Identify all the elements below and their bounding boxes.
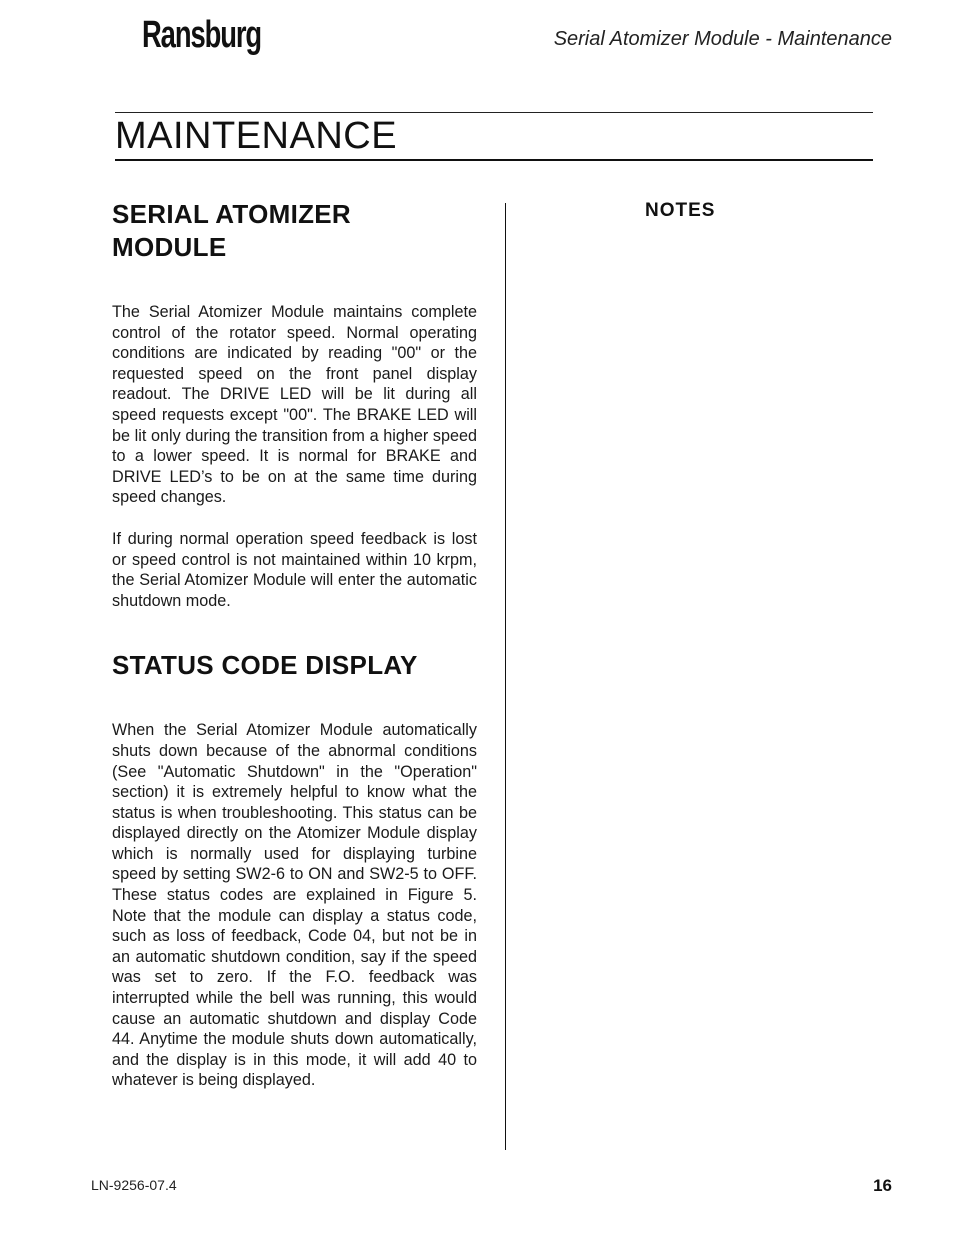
brand-logo: Ransburg bbox=[142, 14, 262, 56]
footer-doc-number: LN-9256-07.4 bbox=[91, 1177, 177, 1193]
page-title: MAINTENANCE bbox=[115, 115, 398, 157]
heading-line: SERIAL ATOMIZER bbox=[112, 199, 351, 229]
serial-atomizer-paragraph-2: If during normal operation speed feedback is lost or speed control is not maintained within 10 krpm, the Serial Atomizer Module will enter the automatic shutdown mode. bbox=[112, 529, 477, 610]
title-rule-bottom bbox=[115, 159, 873, 161]
left-column bbox=[112, 198, 477, 1091]
footer-page-number: 16 bbox=[873, 1176, 892, 1195]
title-rule-top bbox=[115, 112, 873, 113]
section-heading-serial-atomizer bbox=[112, 198, 477, 264]
column-divider bbox=[505, 203, 506, 1150]
heading-line: MODULE bbox=[112, 232, 227, 262]
serial-atomizer-paragraph-1: The Serial Atomizer Module maintains complete control of the rotator speed. Normal operating conditions are indicated by reading "00" or the requested speed on the front panel display readout. The DRIVE LED will be lit during all speed requests except "00". The BRAKE LED will be lit only during the transition from a higher speed to a lower speed. It is normal for BRAKE and DRIVE LED’s to be on at the same time during speed changes. bbox=[112, 303, 477, 507]
header-title: Serial Atomizer Module - Maintenance bbox=[553, 28, 892, 50]
status-code-paragraph: When the Serial Atomizer Module automatically shuts down because of the abnormal conditions (See "Automatic Shutdown" in the "Operation" section) it is extremely helpful to know what the status is when troubleshooting. This status can be displayed directly on the Atomizer Module display which is normally used for displaying turbine speed by setting SW2-6 to ON and SW2-5 to OFF. These status codes are explained in Figure 5. Note that the module can display a status code, such as loss of feedback, Code 04, but not be in an automatic shutdown condition, say if the speed was set to zero. If the F.O. feedback was interrupted while the bell was running, this would cause an automatic shutdown and display Code 44. Anytime the module shuts down automatically, and the display is in this mode, it will add 40 to whatever is being displayed. bbox=[112, 721, 477, 1090]
section-heading-status-code: STATUS CODE DISPLAY bbox=[112, 650, 418, 681]
notes-heading: NOTES bbox=[645, 200, 716, 221]
